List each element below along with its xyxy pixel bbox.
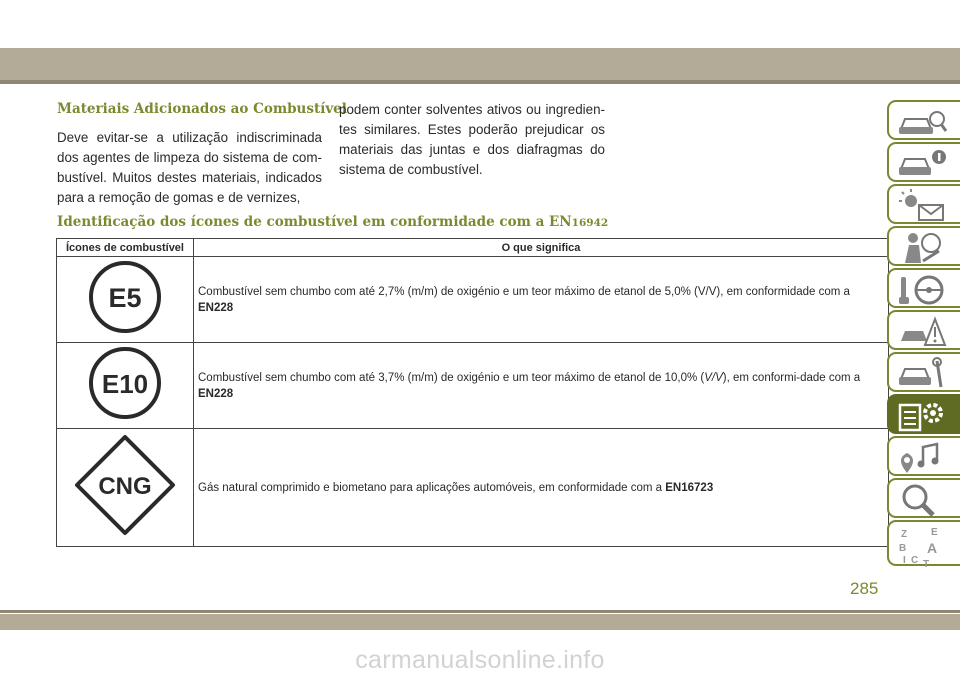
nav-tab-index[interactable] xyxy=(887,520,960,569)
e10-circle-icon xyxy=(85,343,165,423)
table-row xyxy=(57,257,889,343)
watermark: carmanualsonline.info xyxy=(355,646,605,674)
technical-specs-icon xyxy=(897,399,947,433)
table-header-icons: Ícones de combustível xyxy=(57,239,194,257)
cng-label: CNG xyxy=(98,473,152,500)
nav-tab-safety[interactable] xyxy=(887,226,960,266)
fuel-description: Gás natural comprimido e biometano para aplicações automóveis, em conformidade com a EN16723 xyxy=(194,429,889,547)
svg-text:B: B xyxy=(899,543,907,554)
svg-text:T: T xyxy=(923,559,930,569)
nav-tab-servicing[interactable] xyxy=(887,352,960,392)
standard-ref: EN228 xyxy=(198,387,234,400)
section-title-text: Identificação dos ícones de combustível em conformidade com a EN xyxy=(57,214,572,230)
nav-tab-warning-lights[interactable] xyxy=(887,184,960,224)
paragraph-column-2: podem conter solventes ativos ou ingredien-tes similares. Estes poderão prejudicar os materiais das juntas e dos diafragmas do sistema de combustível. xyxy=(339,102,605,177)
svg-text:Z: Z xyxy=(901,529,908,540)
footer-rule xyxy=(0,610,960,613)
nav-tab-technical-specifications[interactable] xyxy=(887,394,960,434)
warning-lights-icon xyxy=(897,189,947,223)
roadside-warning-icon xyxy=(897,315,947,349)
e10-label: E10 xyxy=(101,369,149,399)
svg-text:C: C xyxy=(911,555,919,566)
header-band xyxy=(0,48,960,80)
footer-band xyxy=(0,614,960,630)
nav-tab-search[interactable] xyxy=(887,478,960,518)
page-number: 285 xyxy=(850,579,879,598)
car-dashboard-icon xyxy=(897,105,947,139)
standard-ref: EN228 xyxy=(198,301,234,314)
icon-cell xyxy=(57,343,194,429)
nav-tab-dashboard[interactable] xyxy=(887,100,960,140)
nav-tab-multimedia[interactable] xyxy=(887,436,960,476)
header-rule xyxy=(0,80,960,84)
icon-cell xyxy=(57,257,194,343)
table-row xyxy=(57,343,889,429)
alphabetical-index-icon xyxy=(897,525,953,569)
airbag-safety-icon xyxy=(897,231,947,265)
table-header-row xyxy=(57,239,889,257)
search-icon xyxy=(897,483,947,517)
car-service-icon xyxy=(897,357,947,391)
section-title-fuel-icons xyxy=(57,214,608,230)
nav-tab-driving[interactable] xyxy=(887,268,960,308)
nav-tab-emergency[interactable] xyxy=(887,310,960,350)
e5-circle-icon xyxy=(85,257,165,337)
svg-text:A: A xyxy=(927,540,938,556)
e5-label: E5 xyxy=(108,283,142,313)
steering-wheel-icon xyxy=(897,273,947,307)
fuel-icons-table xyxy=(56,238,889,547)
icon-cell xyxy=(57,429,194,547)
standard-ref: EN16723 xyxy=(665,481,714,494)
nav-tab-getting-to-know[interactable] xyxy=(887,142,960,182)
paragraph-column-1: Deve evitar-se a utilização indiscriminada dos agentes de limpeza do sistema de com-bustível. Muitos destes materiais, indicados para a remoção de gomas e de vernizes, xyxy=(57,130,322,205)
section-title-standard: 16942 xyxy=(571,217,609,229)
table-header-meaning: O que significa xyxy=(194,239,889,257)
table-row xyxy=(57,429,889,547)
svg-text:E: E xyxy=(931,527,938,538)
multimedia-icon xyxy=(897,441,947,475)
cng-diamond-icon xyxy=(73,433,177,537)
section-title-fuel-additives: Materiais Adicionados ao Combustível xyxy=(57,101,347,117)
svg-text:I: I xyxy=(903,555,906,566)
fuel-description: Combustível sem chumbo com até 2,7% (m/m) de oxigénio e um teor máximo de etanol de 5,0% (V/V), em conformidade com a EN228 xyxy=(194,257,889,343)
car-info-icon xyxy=(897,147,947,181)
fuel-description: Combustível sem chumbo com até 3,7% (m/m) de oxigénio e um teor máximo de etanol de 10,0% (V/V), em conformi-dade com a EN228 xyxy=(194,343,889,429)
